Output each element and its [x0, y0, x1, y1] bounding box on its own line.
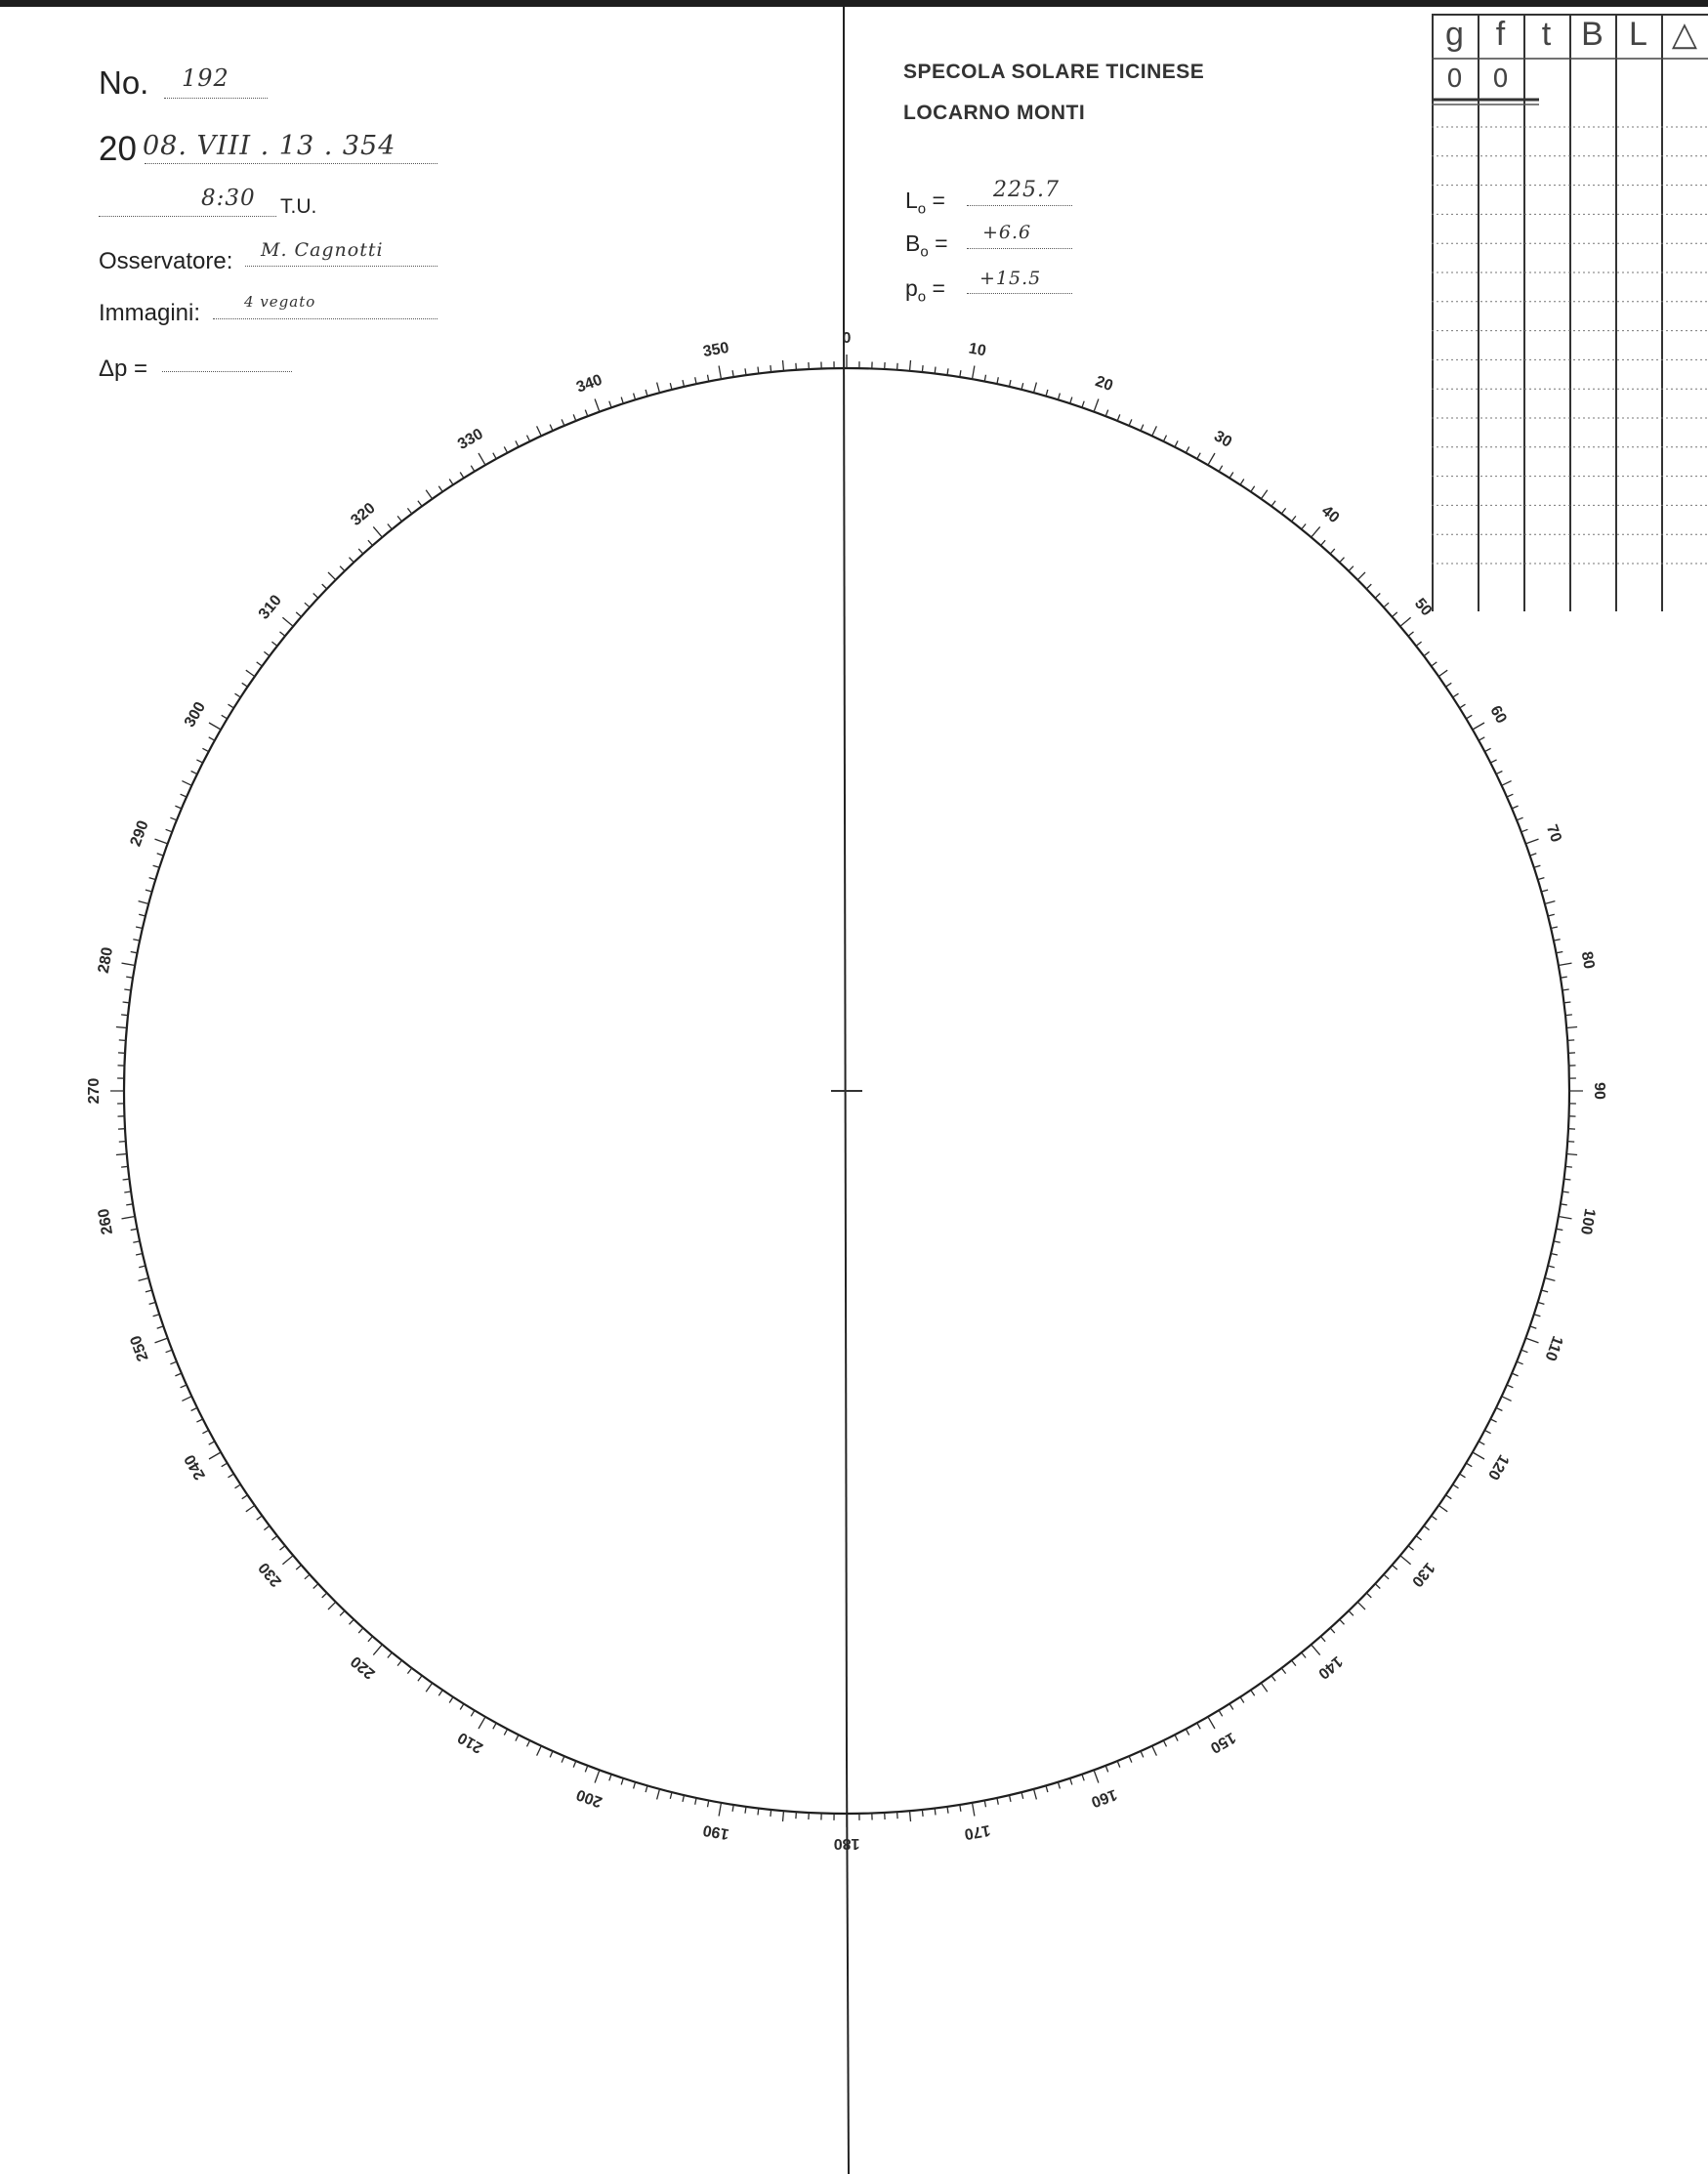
degree-label-240: 240 — [181, 1451, 210, 1483]
b0-label: $B_o$ = — [905, 230, 948, 261]
number-value[interactable]: 192 — [182, 64, 229, 92]
table-cell-5[interactable] — [1661, 61, 1708, 98]
table-cell-0[interactable]: 0 — [1446, 64, 1463, 94]
images-value[interactable]: 4 vegato — [244, 293, 316, 311]
table-cell-4[interactable] — [1615, 61, 1661, 98]
degree-label-220: 220 — [348, 1652, 379, 1683]
observer-label: Osservatore: — [99, 248, 233, 274]
p0-value[interactable]: +15.5 — [979, 268, 1042, 289]
degree-label-80: 80 — [1577, 950, 1598, 971]
degree-label-250: 250 — [127, 1333, 152, 1363]
degree-label-0: 0 — [842, 330, 852, 348]
time-unit: T.U. — [280, 195, 317, 218]
p0-label: $p_o$ = — [905, 275, 945, 306]
l0-value[interactable]: 225.7 — [993, 178, 1060, 202]
degree-label-40: 40 — [1317, 502, 1343, 527]
degree-label-350: 350 — [701, 339, 730, 361]
record-table — [1432, 14, 1708, 611]
table-cell-3[interactable] — [1569, 61, 1615, 98]
b0-value[interactable]: +6.6 — [982, 222, 1032, 243]
degree-label-210: 210 — [455, 1728, 486, 1757]
record-table-grid — [1432, 14, 1708, 611]
degree-label-270: 270 — [86, 1077, 104, 1105]
degree-label-50: 50 — [1410, 595, 1436, 620]
central-meridian — [844, 322, 847, 1758]
degree-label-310: 310 — [255, 592, 285, 623]
table-header-1: f — [1495, 15, 1506, 53]
degree-label-150: 150 — [1207, 1728, 1238, 1757]
solar-disk — [86, 322, 1607, 1852]
images-label: Immagini: — [99, 300, 201, 326]
degree-label-170: 170 — [963, 1820, 992, 1843]
degree-label-10: 10 — [967, 340, 987, 360]
degree-label-110: 110 — [1541, 1333, 1566, 1363]
table-cell-1[interactable]: 0 — [1492, 64, 1509, 94]
table-cell-2[interactable] — [1523, 61, 1569, 98]
degree-label-300: 300 — [181, 699, 210, 731]
date-printed: 20 — [99, 130, 137, 168]
table-header-4: L — [1629, 15, 1647, 53]
degree-label-340: 340 — [574, 371, 604, 397]
degree-label-100: 100 — [1576, 1207, 1599, 1236]
degree-label-60: 60 — [1486, 702, 1510, 727]
table-header-3: B — [1581, 15, 1604, 53]
degree-label-260: 260 — [95, 1207, 117, 1236]
degree-label-120: 120 — [1483, 1451, 1513, 1483]
degree-label-70: 70 — [1542, 822, 1564, 845]
degree-label-140: 140 — [1314, 1652, 1346, 1683]
observatory-name: SPECOLA SOLARE TICINESE — [903, 61, 1205, 83]
degree-label-130: 130 — [1408, 1559, 1438, 1590]
degree-label-90: 90 — [1590, 1082, 1607, 1100]
degree-label-330: 330 — [455, 425, 486, 454]
observatory-location: LOCARNO MONTI — [903, 102, 1086, 124]
degree-label-30: 30 — [1211, 428, 1235, 451]
degree-label-230: 230 — [255, 1559, 285, 1590]
observer-value[interactable]: M. Cagnotti — [261, 239, 384, 261]
table-header-0: g — [1445, 15, 1464, 53]
date-value[interactable]: 08. VIII . 13 . 354 — [143, 131, 396, 161]
degree-label-20: 20 — [1093, 373, 1115, 396]
time-value[interactable]: 8:30 — [201, 186, 256, 211]
l0-label: $L_o$ = — [905, 188, 945, 218]
table-header-5: △ — [1671, 16, 1698, 53]
degree-label-160: 160 — [1089, 1785, 1119, 1811]
number-label: No. — [99, 64, 149, 101]
delta-p-label: Δp = — [99, 355, 148, 382]
degree-label-290: 290 — [127, 818, 152, 849]
degree-label-180: 180 — [833, 1834, 860, 1852]
degree-label-320: 320 — [348, 499, 379, 529]
degree-label-200: 200 — [574, 1785, 604, 1811]
table-header-2: t — [1541, 15, 1552, 53]
degree-label-280: 280 — [95, 945, 117, 975]
degree-label-190: 190 — [701, 1820, 730, 1843]
